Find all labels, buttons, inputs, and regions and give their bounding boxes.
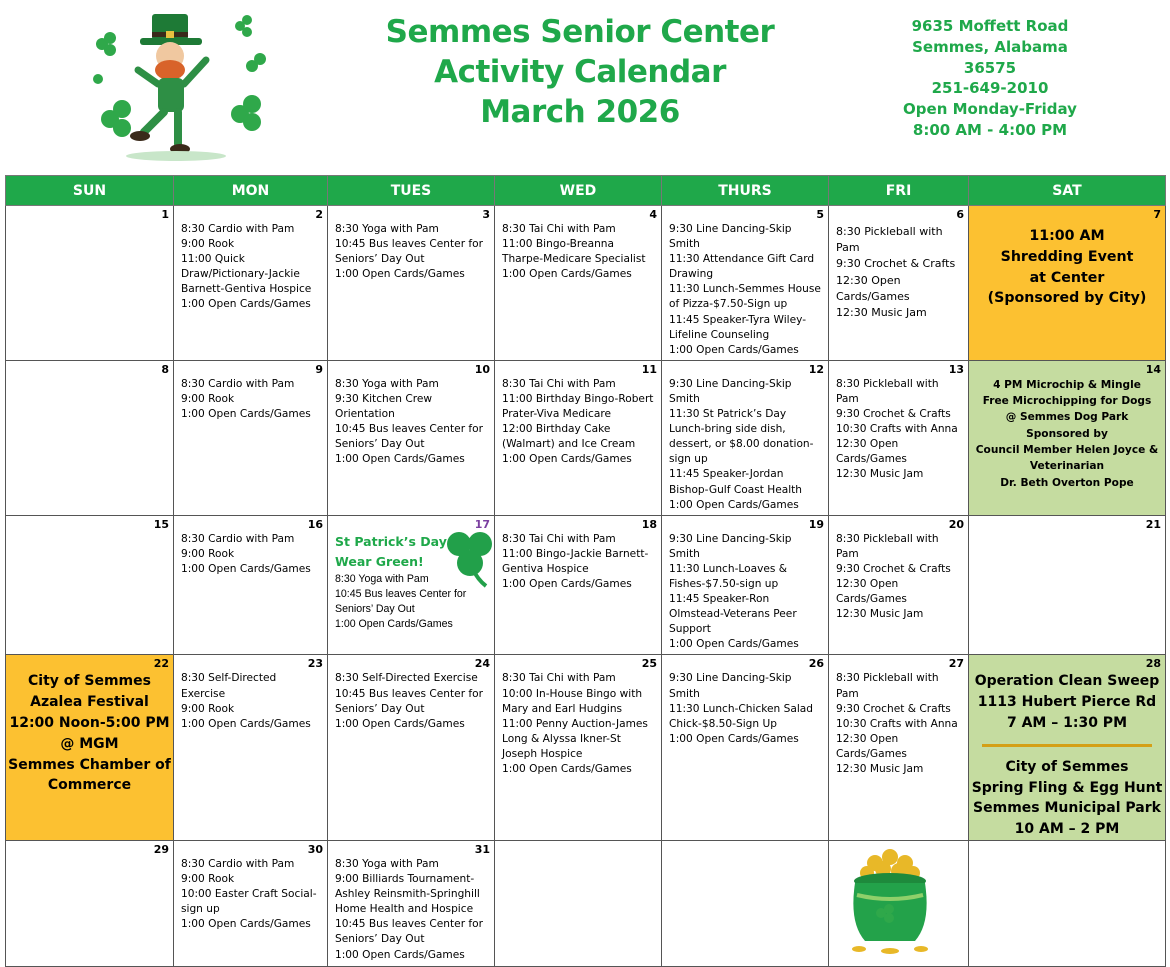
event-item: 1:00 Open Cards/Games <box>502 453 632 466</box>
azalea-festival-event <box>6 655 173 796</box>
day-number: 19 <box>808 517 824 531</box>
day-cell <box>495 360 662 515</box>
day-cell <box>174 360 328 515</box>
event-item: 1:00 Open Cards/Games <box>335 617 453 630</box>
microchip-event <box>969 361 1165 491</box>
event-line: 11:00 AM <box>1029 228 1105 244</box>
event-list <box>174 206 327 315</box>
day-number: 27 <box>948 657 964 671</box>
event-item: 1:00 Open Cards/Games <box>502 577 632 590</box>
event-list <box>829 361 968 485</box>
day-number: 6 <box>956 208 964 221</box>
event-line: Azalea Festival <box>30 694 149 711</box>
event-line: 4 PM Microchip & Mingle <box>993 378 1141 391</box>
wear-green-title: Wear Green! <box>335 553 424 569</box>
event-item: 9:00 Rook <box>181 238 235 251</box>
event-item: 1:00 Open Cards/Games <box>669 498 799 511</box>
day-number: 9 <box>315 362 323 376</box>
event-line: 12:00 Noon-5:00 PM <box>9 715 170 732</box>
event-item: 10:45 Bus leaves Center for Seniors’ Day Out <box>335 587 467 615</box>
open-days: Open Monday-Friday <box>903 100 1077 119</box>
title-month: March 2026 <box>480 94 680 130</box>
title-activity-calendar: Activity Calendar <box>434 54 726 90</box>
event-list <box>174 516 327 579</box>
event-line: City of Semmes <box>28 673 151 690</box>
day-cell-special-event <box>6 655 174 841</box>
event-item: 8:30 Tai Chi with Pam <box>502 377 616 390</box>
day-number: 22 <box>153 657 169 671</box>
event-item: 11:30 Lunch-Loaves & Fishes-$7.50-sign up <box>669 562 788 590</box>
event-item: 8:30 Yoga with Pam <box>335 223 439 235</box>
week-row <box>6 841 1166 967</box>
day-number: 11 <box>641 362 657 376</box>
day-cell <box>328 206 495 361</box>
day-cell <box>829 515 969 655</box>
day-cell-empty <box>969 841 1166 967</box>
event-item: 1:00 Open Cards/Games <box>335 948 465 961</box>
event-item: 1:00 Open Cards/Games <box>669 638 799 651</box>
event-item: 8:30 Pickleball with Pam <box>836 672 939 700</box>
event-item: 12:30 Open Cards/Games <box>836 732 907 760</box>
day-cell <box>174 655 328 841</box>
event-item: 11:30 Attendance Gift Card Drawing <box>669 253 815 281</box>
day-cell <box>662 206 829 361</box>
day-cell <box>829 206 969 361</box>
day-cell-empty <box>495 841 662 967</box>
day-cell <box>6 360 174 515</box>
phone-number: 251-649-2010 <box>931 79 1049 98</box>
day-number: 29 <box>153 843 169 857</box>
weekday-tue: TUES <box>328 176 495 206</box>
event-item: 8:30 Self-Directed Exercise <box>181 672 277 700</box>
day-cell <box>174 206 328 361</box>
event-item: 12:30 Music Jam <box>836 763 924 775</box>
day-number: 20 <box>948 517 964 531</box>
st-patricks-title: St Patrick’s Day <box>335 533 447 549</box>
day-number: 31 <box>474 843 490 857</box>
event-item: 1:00 Open Cards/Games <box>669 343 799 356</box>
week-row <box>6 206 1166 361</box>
event-list <box>328 655 494 733</box>
event-line: Dr. Beth Overton Pope <box>1000 476 1134 489</box>
event-item: 11:30 Lunch-Semmes House of Pizza-$7.50-Sign up <box>669 283 821 311</box>
event-item: 12:30 Open Cards/Games <box>836 273 910 303</box>
event-item: 11:00 Bingo-Jackie Barnett-Gentiva Hospice <box>502 547 649 575</box>
event-item: 8:30 Cardio with Pam <box>181 858 295 871</box>
event-item: 11:45 Speaker-Tyra Wiley-Lifeline Counseling <box>669 313 807 341</box>
event-item: 11:00 Birthday Bingo-Robert Prater-Viva Medicare <box>502 392 654 421</box>
event-item: 10:00 In-House Bingo with Mary and Earl Hudgins <box>502 687 643 715</box>
event-item: 1:00 Open Cards/Games <box>335 717 465 730</box>
event-item: 10:45 Bus leaves Center for Seniors’ Day Out <box>335 687 483 715</box>
weekday-fri: FRI <box>829 176 969 206</box>
event-item: 12:30 Music Jam <box>836 468 924 481</box>
day-cell-empty <box>662 841 829 967</box>
day-number: 17 <box>474 517 490 531</box>
event-line: City of Semmes <box>1005 758 1129 775</box>
day-cell <box>174 515 328 655</box>
event-list <box>829 655 968 779</box>
event-item: 9:00 Billiards Tournament-Ashley Reinsmith-Springhill Home Health and Hospice <box>335 873 480 916</box>
day-number: 8 <box>161 362 169 376</box>
event-item: 8:30 Tai Chi with Pam <box>502 223 616 235</box>
weekday-header-row <box>6 176 1166 206</box>
day-cell-special-event <box>969 655 1166 841</box>
title-center-name: Semmes Senior Center <box>385 14 775 50</box>
day-cell <box>328 515 495 655</box>
event-item: 1:00 Open Cards/Games <box>335 268 465 281</box>
event-item: 11:00 Quick Draw/Pictionary-Jackie Barnett-Gentiva Hospice <box>181 253 312 296</box>
pot-of-gold-illustration <box>845 843 935 961</box>
day-cell <box>829 655 969 841</box>
weekday-sat: SAT <box>969 176 1166 206</box>
day-number: 14 <box>1145 362 1161 376</box>
day-number: 21 <box>1145 517 1161 531</box>
event-item: 11:45 Speaker-Jordan Bishop-Gulf Coast Health <box>669 468 803 496</box>
event-item: 8:30 Tai Chi with Pam <box>502 532 616 545</box>
event-item: 8:30 Tai Chi with Pam <box>502 672 616 685</box>
event-item: 12:00 Birthday Cake (Walmart) and Ice Cream <box>502 423 636 451</box>
event-item: 11:30 Lunch-Chicken Salad Chick-$8.50-Sign Up <box>669 702 814 730</box>
event-line: at Center <box>1029 269 1105 286</box>
calendar-header <box>0 0 1170 170</box>
event-list <box>829 206 968 323</box>
day-number: 4 <box>649 208 657 221</box>
address-street: 9635 Moffett Road <box>911 17 1069 35</box>
day-number: 15 <box>153 517 169 531</box>
shamrock-icon <box>442 528 498 588</box>
address-zip: 36575 <box>963 58 1017 77</box>
day-cell-special-event <box>969 360 1166 515</box>
event-list <box>662 655 828 748</box>
event-list <box>662 516 828 655</box>
event-item: 9:30 Line Dancing-Skip Smith <box>669 223 792 251</box>
day-number: 5 <box>816 208 824 221</box>
week-row <box>6 360 1166 515</box>
event-list <box>662 361 828 515</box>
event-list <box>328 206 494 284</box>
week-row <box>6 655 1166 841</box>
event-line: Commerce <box>47 777 132 794</box>
week-row <box>6 515 1166 655</box>
day-cell <box>969 515 1166 655</box>
day-number: 24 <box>474 657 490 671</box>
event-line: Spring Fling & Egg Hunt <box>971 779 1163 796</box>
weekend-community-events <box>969 655 1165 840</box>
event-item: 10:45 Bus leaves Center for Seniors’ Day Out <box>335 238 483 266</box>
event-list <box>328 841 494 965</box>
event-item: 9:30 Crochet & Crafts <box>836 702 951 715</box>
day-cell <box>6 841 174 967</box>
event-item: 8:30 Pickleball with Pam <box>836 532 939 560</box>
event-item: 9:30 Crochet & Crafts <box>836 562 951 575</box>
day-number: 7 <box>1153 208 1161 221</box>
event-item: 12:30 Open Cards/Games <box>836 577 907 606</box>
event-item: 8:30 Cardio with Pam <box>181 223 295 235</box>
event-list <box>495 361 661 470</box>
day-number: 30 <box>307 843 323 857</box>
event-item: 9:30 Line Dancing-Skip Smith <box>669 672 792 700</box>
day-cell-empty <box>829 841 969 967</box>
day-cell <box>6 515 174 655</box>
day-cell <box>662 655 829 841</box>
day-number: 16 <box>307 517 323 531</box>
weekday-mon: MON <box>174 176 328 206</box>
event-item: 10:45 Bus leaves Center for Seniors’ Day Out <box>335 918 483 946</box>
day-number: 25 <box>641 657 657 671</box>
event-item: 12:30 Music Jam <box>836 306 927 320</box>
day-cell <box>829 360 969 515</box>
calendar-grid <box>5 175 1166 967</box>
event-item: 1:00 Open Cards/Games <box>502 268 632 281</box>
event-item: 9:30 Crochet & Crafts <box>836 257 956 271</box>
weekday-thu: THURS <box>662 176 829 206</box>
event-line: (Sponsored by City) <box>987 290 1147 307</box>
event-line: @ Semmes Dog Park <box>1005 411 1129 424</box>
event-item: 8:30 Pickleball with Pam <box>836 377 939 405</box>
event-list <box>328 361 494 470</box>
event-item: 8:30 Self-Directed Exercise <box>335 672 478 685</box>
event-list <box>495 206 661 284</box>
day-number: 1 <box>161 208 169 221</box>
day-number: 13 <box>948 362 964 376</box>
day-cell <box>174 841 328 967</box>
day-cell <box>328 655 495 841</box>
day-cell-special-event <box>969 206 1166 361</box>
event-item: 8:30 Cardio with Pam <box>181 532 295 545</box>
event-item: 11:00 Bingo-Breanna Tharpe-Medicare Specialist <box>502 238 646 266</box>
event-item: 9:30 Kitchen Crew Orientation <box>335 392 433 421</box>
event-line: 1113 Hubert Pierce Rd <box>977 694 1157 711</box>
day-number: 26 <box>808 657 824 671</box>
event-line: Sponsored by <box>1026 427 1108 440</box>
event-list <box>829 516 968 625</box>
day-number: 12 <box>808 362 824 376</box>
event-item: 12:30 Open Cards/Games <box>836 438 907 466</box>
event-item: 9:30 Line Dancing-Skip Smith <box>669 532 792 560</box>
event-item: 8:30 Yoga with Pam <box>335 572 429 585</box>
event-item: 9:00 Rook <box>181 547 235 560</box>
event-item: 10:00 Easter Craft Social-sign up <box>181 888 317 916</box>
event-list <box>174 655 327 733</box>
event-line: Council Member Helen Joyce & <box>975 444 1159 457</box>
day-cell <box>495 655 662 841</box>
event-item: 9:00 Rook <box>181 392 235 405</box>
event-item: 1:00 Open Cards/Games <box>502 763 632 775</box>
event-line: 10 AM – 2 PM <box>1014 821 1120 838</box>
calendar-title <box>330 12 830 132</box>
shredding-event <box>969 206 1165 309</box>
event-item: 1:00 Open Cards/Games <box>181 408 311 421</box>
day-number: 18 <box>641 517 657 531</box>
divider <box>982 744 1152 747</box>
day-cell <box>495 515 662 655</box>
day-cell <box>662 360 829 515</box>
day-cell <box>328 841 495 967</box>
event-item: 10:45 Bus leaves Center for Seniors’ Day Out <box>335 423 483 451</box>
event-item: 8:30 Yoga with Pam <box>335 858 439 871</box>
event-line: Free Microchipping for Dogs <box>982 395 1152 408</box>
center-contact-info <box>880 16 1100 141</box>
weekday-sun: SUN <box>6 176 174 206</box>
event-item: 9:00 Rook <box>181 702 235 715</box>
event-item: 8:30 Cardio with Pam <box>181 377 295 390</box>
day-number: 28 <box>1145 657 1161 671</box>
event-item: 11:00 Penny Auction-James Long & Alyssa Ikner-St Joseph Hospice <box>502 717 648 760</box>
day-cell <box>662 515 829 655</box>
event-list <box>495 655 661 779</box>
event-line: Semmes Chamber of <box>8 756 171 773</box>
day-number: 3 <box>482 208 490 221</box>
event-item: 1:00 Open Cards/Games <box>181 717 311 730</box>
event-item: 11:45 Speaker-Ron Olmstead-Veterans Peer Support <box>669 593 797 636</box>
leprechaun-illustration <box>80 4 270 164</box>
event-line: @ MGM <box>60 735 119 752</box>
day-cell <box>328 360 495 515</box>
event-list <box>495 516 661 594</box>
day-cell <box>495 206 662 361</box>
event-list <box>174 841 327 934</box>
address-city: Semmes, Alabama <box>912 37 1068 56</box>
event-item: 12:30 Music Jam <box>836 608 924 621</box>
day-number: 10 <box>474 362 490 376</box>
event-item: 1:00 Open Cards/Games <box>181 918 311 931</box>
event-item: 9:30 Crochet & Crafts <box>836 408 951 421</box>
event-item: 1:00 Open Cards/Games <box>181 298 311 311</box>
weekday-wed: WED <box>495 176 662 206</box>
day-cell <box>6 206 174 361</box>
event-line: 7 AM – 1:30 PM <box>1006 715 1128 732</box>
event-item: 11:30 St Patrick’s Day Lunch-bring side dish, dessert, or $8.00 donation-sign up <box>669 408 814 466</box>
event-item: 1:00 Open Cards/Games <box>181 562 311 575</box>
day-number: 2 <box>315 208 323 221</box>
event-line: Operation Clean Sweep <box>974 673 1160 690</box>
event-item: 9:00 Rook <box>181 873 235 886</box>
event-item: 10:30 Crafts with Anna <box>836 717 958 730</box>
event-list <box>174 361 327 424</box>
day-number: 23 <box>307 657 323 671</box>
event-line: Semmes Municipal Park <box>973 800 1161 817</box>
event-item: 8:30 Yoga with Pam <box>335 377 439 390</box>
event-item: 10:30 Crafts with Anna <box>836 423 958 436</box>
event-item: 9:30 Line Dancing-Skip Smith <box>669 377 792 405</box>
open-hours: 8:00 AM - 4:00 PM <box>912 120 1068 139</box>
event-list <box>662 206 828 360</box>
event-line: Veterinarian <box>1029 460 1105 473</box>
event-item: 1:00 Open Cards/Games <box>335 453 465 466</box>
event-item: 8:30 Pickleball with Pam <box>836 225 943 255</box>
event-item: 1:00 Open Cards/Games <box>669 732 799 745</box>
event-line: Shredding Event <box>1000 248 1134 265</box>
